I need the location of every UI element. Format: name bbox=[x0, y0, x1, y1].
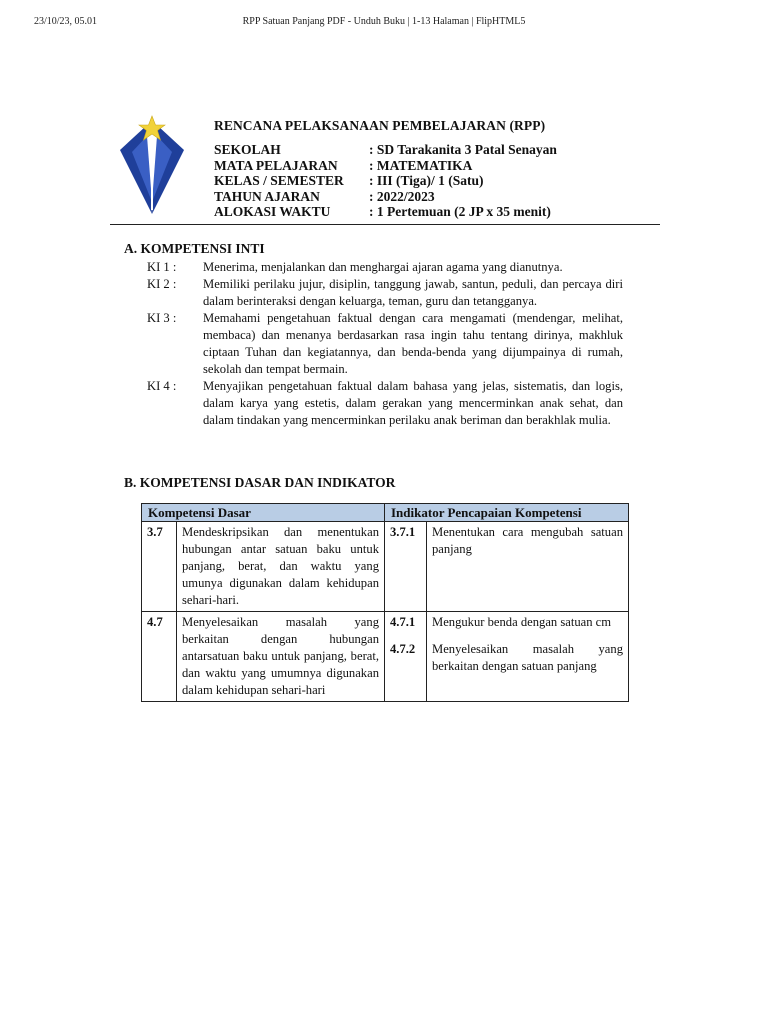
info-row-alokasi-waktu bbox=[214, 204, 557, 220]
section-b-title: B. KOMPETENSI DASAR DAN INDIKATOR bbox=[124, 475, 396, 490]
header-divider bbox=[110, 224, 660, 225]
document-title: RENCANA PELAKSANAAN PEMBELAJARAN (RPP) bbox=[214, 118, 546, 133]
info-value: : SD Tarakanita 3 Patal Senayan bbox=[369, 142, 557, 157]
info-key: SEKOLAH bbox=[214, 142, 281, 157]
ki-item bbox=[147, 276, 623, 310]
kompetensi-dasar-table bbox=[141, 503, 629, 702]
table-row bbox=[142, 522, 629, 612]
ki-code: KI 3 : bbox=[147, 311, 177, 325]
info-key: ALOKASI WAKTU bbox=[214, 204, 331, 219]
ki-text: Menerima, menjalankan dan menghargai ajaran agama yang dianutnya. bbox=[203, 260, 563, 274]
print-date: 23/10/23, 05.01 bbox=[34, 16, 98, 27]
document-info bbox=[214, 142, 557, 220]
section-a-title: A. KOMPETENSI INTI bbox=[124, 241, 265, 256]
ki-code: KI 4 : bbox=[147, 379, 177, 393]
info-row-mata-pelajaran bbox=[214, 158, 557, 174]
indicator-text-cell bbox=[427, 612, 629, 702]
indicator-text: Menentukan cara mengubah satuan panjang bbox=[427, 522, 629, 612]
ki-code: KI 1 : bbox=[147, 260, 177, 274]
ki-text: Menyajikan pengetahuan faktual dalam bahasa yang jelas, sistematis, dan logis, dalam karya yang estetis, dalam gerakan yang mencerminkan anak sehat, dan dalam tindakan yang mencerminkan perilaku anak beriman dan berakhlak mulia. bbox=[203, 379, 623, 427]
info-value: : III (Tiga)/ 1 (Satu) bbox=[369, 173, 484, 188]
school-logo-icon bbox=[118, 114, 186, 214]
info-row-tahun-ajaran bbox=[214, 189, 557, 205]
kd-number: 4.7 bbox=[142, 612, 177, 702]
indicator-text: Mengukur benda dengan satuan cm bbox=[432, 615, 612, 629]
print-header bbox=[0, 16, 768, 30]
kd-description: Menyelesaikan masalah yang berkaitan dengan hubungan antarsatuan baku untuk panjang, berat, dan waktu yang umumnya digunakan dalam kehidupan sehari-hari bbox=[177, 612, 385, 702]
info-key: TAHUN AJARAN bbox=[214, 188, 320, 204]
info-row-sekolah bbox=[214, 142, 557, 158]
table-row bbox=[142, 612, 629, 702]
ki-item bbox=[147, 259, 623, 276]
indicator-number: 4.7.2 bbox=[390, 642, 416, 656]
kompetensi-inti-list bbox=[147, 259, 623, 429]
table-header-row bbox=[142, 504, 629, 522]
info-value: : 2022/2023 bbox=[369, 188, 435, 204]
ki-text: Memahami pengetahuan faktual dengan cara mengamati (mendengar, melihat, membaca) dan menanya berdasarkan rasa ingin tahu tentang dirinya, makhluk ciptaan Tuhan dan kegiatannya, dan benda-benda yang dijumpainya di rumah, sekolah dan tempat bermain. bbox=[203, 311, 623, 376]
print-title: RPP Satuan Panjang PDF - Unduh Buku | 1-13 Halaman | FlipHTML5 bbox=[242, 16, 526, 27]
header-indikator: Indikator Pencapaian Kompetensi bbox=[385, 504, 629, 522]
info-key: KELAS / SEMESTER bbox=[214, 173, 344, 188]
ki-text: Memiliki perilaku jujur, disiplin, tanggung jawab, santun, peduli, dan percaya diri dalam berinteraksi dengan keluarga, teman, guru dan tetangganya. bbox=[203, 277, 623, 308]
ki-item bbox=[147, 310, 623, 378]
header-kompetensi-dasar: Kompetensi Dasar bbox=[142, 504, 385, 522]
indicator-number: 4.7.1 bbox=[390, 615, 416, 629]
kd-number: 3.7 bbox=[142, 522, 177, 612]
info-row-kelas-semester bbox=[214, 173, 557, 189]
indicator-number: 3.7.1 bbox=[385, 522, 427, 612]
indicator-gap bbox=[390, 631, 421, 641]
ki-code: KI 2 : bbox=[147, 277, 177, 291]
indicator-text: Menyelesaikan masalah yang berkaitan dengan satuan panjang bbox=[432, 642, 623, 673]
info-key: MATA PELAJARAN bbox=[214, 157, 338, 173]
info-value: : MATEMATIKA bbox=[369, 157, 473, 173]
info-value: : 1 Pertemuan (2 JP x 35 menit) bbox=[369, 204, 551, 219]
kd-description: Mendeskripsikan dan menentukan hubungan antar satuan baku untuk panjang, berat, dan waktu yang umunya digunakan dalam kehidupan sehari-hari. bbox=[177, 522, 385, 612]
indicator-number-cell bbox=[385, 612, 427, 702]
ki-item bbox=[147, 378, 623, 429]
indicator-gap bbox=[432, 631, 623, 641]
